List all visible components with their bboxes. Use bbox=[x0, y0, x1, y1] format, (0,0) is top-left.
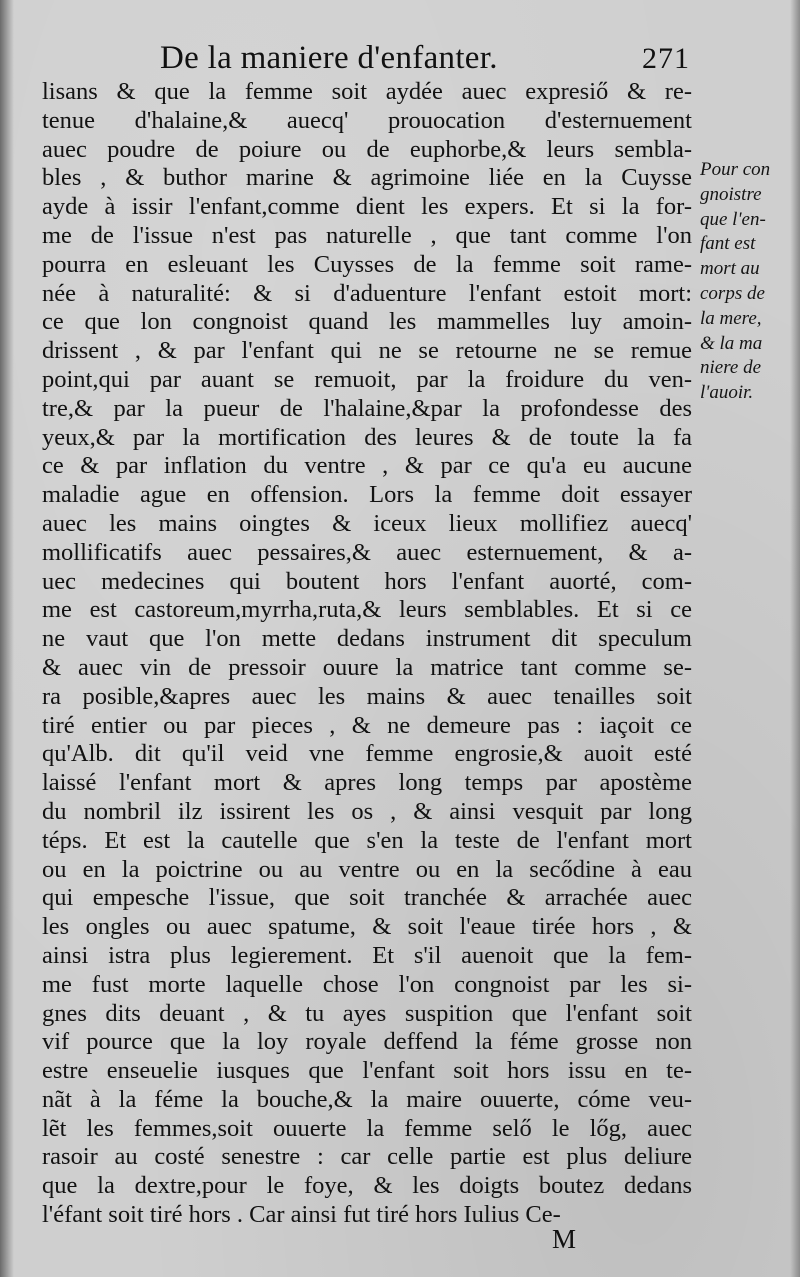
text-line: ne vaut que l'on mette dedans instrument dit speculum bbox=[42, 625, 692, 653]
main-text-block bbox=[42, 78, 692, 1230]
text-line: laissé l'enfant mort & apres long temps par apostème bbox=[42, 769, 692, 797]
text-line: mollificatifs auec pessaires,& auec esternuement, & a- bbox=[42, 538, 692, 566]
text-line: née à naturalité: & si d'aduenture l'enfant estoit mort: bbox=[42, 279, 692, 307]
text-line: du nombril ilz issirent les os , & ainsi vesquit par long bbox=[42, 797, 692, 825]
text-line: ce & par inflation du ventre , & par ce qu'a eu aucune bbox=[42, 452, 692, 480]
running-title: De la maniere d'enfanter. bbox=[160, 40, 498, 76]
marginal-note-line: que l'en- bbox=[700, 208, 766, 230]
marginal-note-line: l'auoir. bbox=[700, 382, 754, 404]
text-line: ce que lon congnoist quand les mammelles luy amoin- bbox=[42, 308, 692, 336]
text-line: ainsi istra plus legierement. Et s'il auenoit que la fem- bbox=[42, 941, 692, 969]
text-line: qui empesche l'issue, que soit tranchée & arrachée auec bbox=[42, 884, 692, 912]
text-line: me de l'issue n'est pas naturelle , que tant comme l'on bbox=[42, 221, 692, 249]
text-line: auec les mains oingtes & iceux lieux mollifiez auecq' bbox=[42, 509, 692, 537]
marginal-note-line: Pour con bbox=[700, 159, 771, 180]
text-line: nãt à la féme la bouche,& la maire ouuerte, cóme veu- bbox=[42, 1085, 692, 1113]
text-line: me fust morte laquelle chose l'on congnoist par les si- bbox=[42, 970, 692, 998]
text-line: l'éfant soit tiré hors . Car ainsi fut tiré hors Iulius Ce- bbox=[42, 1201, 561, 1229]
text-line: tre,& par la pueur de l'halaine,&par la profondesse des bbox=[42, 394, 692, 422]
text-line: yeux,& par la mortification des leures & de toute la fa bbox=[42, 423, 692, 451]
marginal-note-line: gnoistre bbox=[700, 183, 762, 205]
text-line: ou en la poictrine ou au ventre ou en la secődine à eau bbox=[42, 855, 692, 883]
text-line: tiré entier ou par pieces , & ne demeure pas : iaçoit ce bbox=[42, 711, 692, 739]
text-line: estre enseuelie iusques que l'enfant soit hors issu en te- bbox=[42, 1057, 692, 1085]
text-line: qu'Alb. dit qu'il veid vne femme engrosie,& auoit esté bbox=[42, 740, 692, 768]
text-line: que la dextre,pour le foye, & les doigts boutez dedans bbox=[42, 1172, 692, 1200]
page-number: 271 bbox=[642, 42, 690, 75]
text-line: rasoir au costé senestre : car celle partie est plus deliure bbox=[42, 1143, 692, 1171]
text-line: téps. Et est la cautelle que s'en la teste de l'enfant mort bbox=[42, 826, 692, 854]
page-left-shadow bbox=[0, 0, 14, 1277]
text-line: auec poudre de poiure ou de euphorbe,& leurs sembla- bbox=[42, 135, 692, 163]
text-line: tenue d'halaine,& auecq' prouocation d'esternuement bbox=[42, 106, 692, 134]
text-line: les ongles ou auec spatume, & soit l'eaue tirée hors , & bbox=[42, 913, 692, 941]
text-line: vif pource que la loy royale deffend la féme grosse non bbox=[42, 1028, 692, 1056]
marginal-note-line: la mere, bbox=[700, 307, 762, 329]
text-line: bles , & buthor marine & agrimoine liée en la Cuysse bbox=[42, 164, 692, 192]
marginal-note-line: & la ma bbox=[700, 332, 763, 354]
text-line: drissent , & par l'enfant qui ne se retourne ne se remue bbox=[42, 337, 692, 365]
marginal-note-line: corps de bbox=[700, 282, 765, 304]
signature-mark: M bbox=[552, 1224, 579, 1254]
marginal-note bbox=[700, 158, 800, 406]
text-line: me est castoreum,myrrha,ruta,& leurs semblables. Et si ce bbox=[42, 596, 692, 624]
marginal-note-line: niere de bbox=[700, 357, 762, 379]
marginal-note-line: fant est bbox=[700, 233, 756, 255]
text-line: gnes dits deuant , & tu ayes suspition que l'enfant soit bbox=[42, 999, 692, 1027]
text-line: pourra en esleuant les Cuysses de la femme soit rame- bbox=[42, 250, 692, 278]
marginal-note-line: mort au bbox=[700, 258, 760, 280]
text-line: & auec vin de pressoir ouure la matrice tant comme se- bbox=[42, 653, 692, 681]
text-line: ra posible,&apres auec les mains & auec tenailles soit bbox=[42, 682, 692, 710]
text-line: lẽt les femmes,soit ouuerte la femme selő le lőg, auec bbox=[42, 1114, 692, 1142]
text-line: ayde à issir l'enfant,comme dient les expers. Et si la for- bbox=[42, 193, 692, 221]
text-line: lisans & que la femme soit aydée auec expresiő & re- bbox=[42, 78, 692, 105]
text-line: point,qui par auant se remuoit, par la froidure du ven- bbox=[42, 365, 692, 393]
text-line: maladie ague en offension. Lors la femme doit essayer bbox=[42, 481, 692, 509]
text-line: uec medecines qui boutent hors l'enfant auorté, com- bbox=[42, 567, 692, 595]
